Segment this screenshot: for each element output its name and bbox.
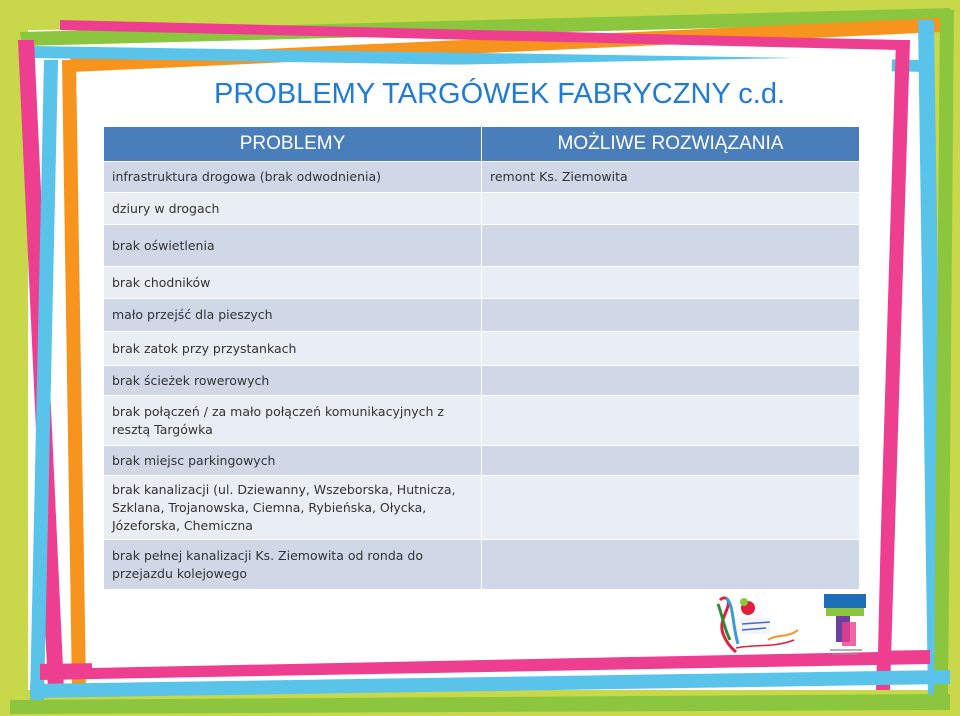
table-row xyxy=(104,476,860,540)
problem-cell: brak oświetlenia xyxy=(104,225,482,267)
problem-cell: brak pełnej kanalizacji Ks. Ziemowita od ronda do przejazdu kolejowego xyxy=(104,540,482,590)
problem-cell: brak zatok przy przystankach xyxy=(104,332,482,366)
table-row xyxy=(104,396,860,446)
frame-stroke-orange-left xyxy=(62,60,86,690)
solution-cell xyxy=(482,396,860,446)
problem-cell: brak kanalizacji (ul. Dziewanny, Wszeborska, Hutnicza, Szklana, Trojanowska, Ciemna, Rybieńska, Ołycka, Józeforska, Chemiczna xyxy=(104,476,482,540)
header-problems: PROBLEMY xyxy=(104,127,482,162)
table-row xyxy=(104,540,860,590)
problem-cell: brak miejsc parkingowych xyxy=(104,446,482,476)
header-solutions: MOŻLIWE ROZWIĄZANIA xyxy=(482,127,860,162)
solution-cell xyxy=(482,225,860,267)
solution-cell xyxy=(482,299,860,332)
zaangazuj-logo xyxy=(714,594,806,656)
table-header-row xyxy=(104,127,860,162)
page-title: PROBLEMY TARGÓWEK FABRYCZNY c.d. xyxy=(214,78,786,110)
solution-cell xyxy=(482,267,860,299)
table-row xyxy=(104,225,860,267)
solution-cell xyxy=(482,366,860,396)
problems-table xyxy=(103,126,860,590)
problem-cell: brak chodników xyxy=(104,267,482,299)
solution-cell xyxy=(482,540,860,590)
solution-cell xyxy=(482,332,860,366)
problem-cell: mało przejść dla pieszych xyxy=(104,299,482,332)
problem-cell: brak połączeń / za mało połączeń komunikacyjnych z resztą Targówka xyxy=(104,396,482,446)
table-row xyxy=(104,446,860,476)
solution-cell xyxy=(482,476,860,540)
solution-cell xyxy=(482,193,860,225)
table-row xyxy=(104,267,860,299)
targowek-logo xyxy=(822,592,868,658)
problem-cell: dziury w drogach xyxy=(104,193,482,225)
table-row xyxy=(104,299,860,332)
table-row xyxy=(104,332,860,366)
solution-cell: remont Ks. Ziemowita xyxy=(482,162,860,193)
table-row xyxy=(104,162,860,193)
problem-cell: infrastruktura drogowa (brak odwodnienia) xyxy=(104,162,482,193)
table-row xyxy=(104,193,860,225)
solution-cell xyxy=(482,446,860,476)
problem-cell: brak ścieżek rowerowych xyxy=(104,366,482,396)
table-row xyxy=(104,366,860,396)
